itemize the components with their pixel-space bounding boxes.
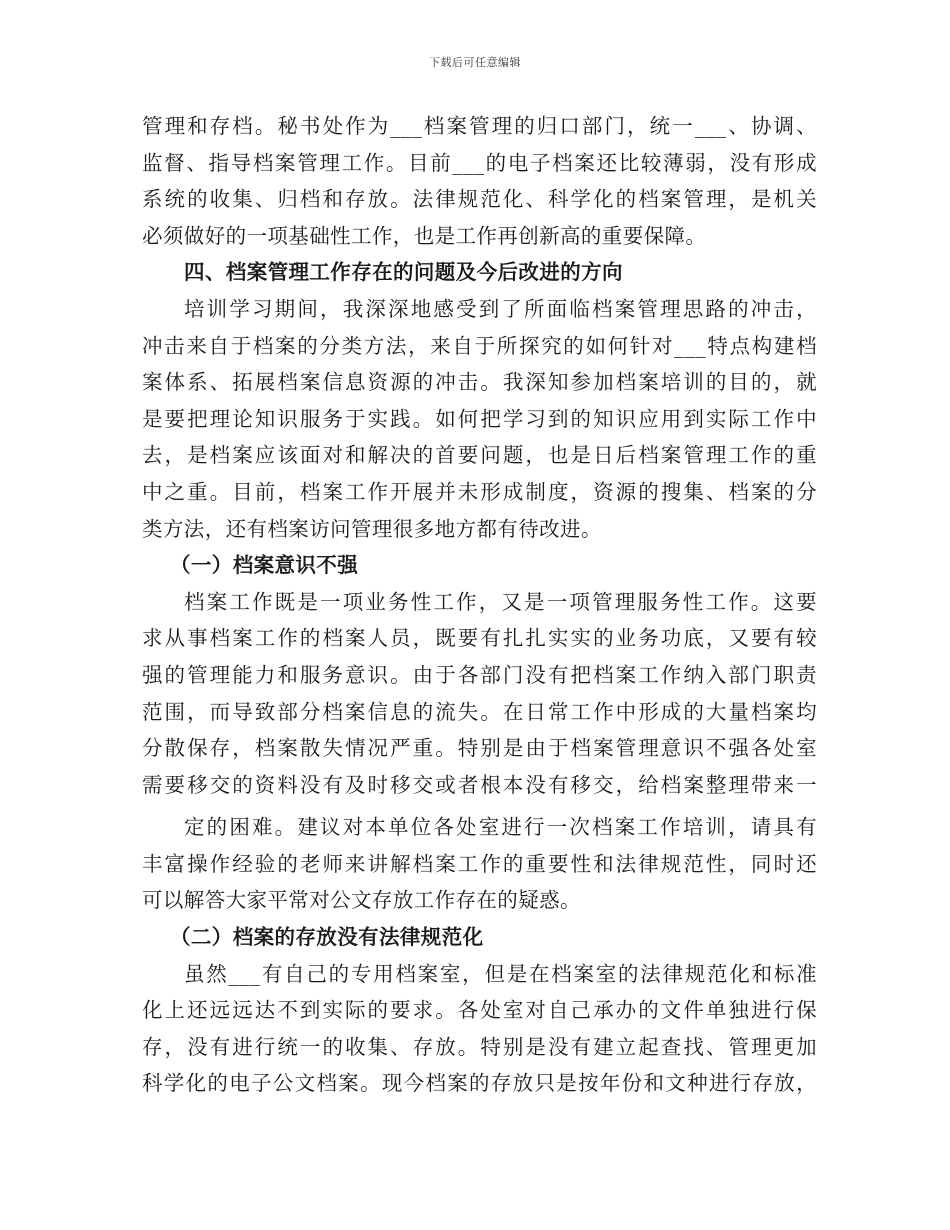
text-line: 管理和存档。秘书处作为___档案管理的归口部门，统一___、协调、 xyxy=(142,114,817,138)
text-line: 系统的收集、归档和存放。法律规范化、科学化的档案管理，是机关 xyxy=(142,187,817,212)
text-line: 是要把理论知识服务于实践。如何把学习到的知识应用到实际工作中 xyxy=(142,406,817,431)
text-line: 培训学习期间，我深深地感受到了所面临档案管理思路的冲击， xyxy=(184,296,817,321)
text-line: 必须做好的一项基础性工作，也是工作再创新高的重要保障。 xyxy=(142,223,707,248)
document-body xyxy=(142,108,817,1102)
text-line: 案体系、拓展档案信息资源的冲击。我深知参加档案培训的目的，就 xyxy=(142,370,817,395)
text-line: 丰富操作经验的老师来讲解档案工作的重要性和法律规范性，同时还 xyxy=(142,851,817,876)
text-line: 范围，而导致部分档案信息的流失。在日常工作中形成的大量档案均 xyxy=(142,699,817,724)
text-line: 定的困难。建议对本单位各处室进行一次档案工作培训，请具有 xyxy=(184,815,817,840)
paragraph xyxy=(142,108,817,254)
subsection-heading: （一）档案意识不强 xyxy=(170,553,359,578)
text-line: 可以解答大家平常对公文存放工作存在的疑惑。 xyxy=(142,888,581,913)
text-line: 存，没有进行统一的收集、存放。特别是没有建立起查找、管理更加 xyxy=(142,1034,817,1059)
subsection-heading: （二）档案的存放没有法律规范化 xyxy=(170,925,484,950)
paragraph xyxy=(142,584,817,804)
text-line: 强的管理能力和服务意识。由于各部门没有把档案工作纳入部门职责 xyxy=(142,662,817,687)
text-line: 中之重。目前，档案工作开展并未形成制度，资源的搜集、档案的分 xyxy=(142,479,817,504)
text-line: 冲击来自于档案的分类方法，来自于所探究的如何针对___特点构建档 xyxy=(142,333,817,358)
text-line: 虽然___有自己的专用档案室，但是在档案室的法律规范化和标准 xyxy=(184,961,817,986)
text-line: 需要移交的资料没有及时移交或者根本没有移交，给档案整理带来一 xyxy=(142,772,817,797)
paragraph xyxy=(142,956,817,1102)
text-line: 科学化的电子公文档案。现今档案的存放只是按年份和文种进行存放， xyxy=(142,1071,817,1096)
text-line: 分散保存，档案散失情况严重。特别是由于档案管理意识不强各处室 xyxy=(142,736,817,761)
text-line: 档案工作既是一项业务性工作，又是一项管理服务性工作。这要 xyxy=(184,589,817,614)
text-line: 去，是档案应该面对和解决的首要问题，也是日后档案管理工作的重 xyxy=(142,443,817,468)
text-line: 类方法，还有档案访问管理很多地方都有待改进。 xyxy=(142,516,602,541)
paragraph xyxy=(142,809,817,919)
section-heading: 四、档案管理工作存在的问题及今后改进的方向 xyxy=(184,260,623,285)
text-line: 求从事档案工作的档案人员，既要有扎扎实实的业务功底，又要有较 xyxy=(142,626,817,651)
text-line: 监督、指导档案管理工作。目前___的电子档案还比较薄弱，没有形成 xyxy=(142,150,817,175)
paragraph xyxy=(142,291,817,547)
page-header: 下载后可任意编辑 xyxy=(429,56,521,69)
text-line: 化上还远远达不到实际的要求。各处室对自己承办的文件单独进行保 xyxy=(142,998,817,1023)
